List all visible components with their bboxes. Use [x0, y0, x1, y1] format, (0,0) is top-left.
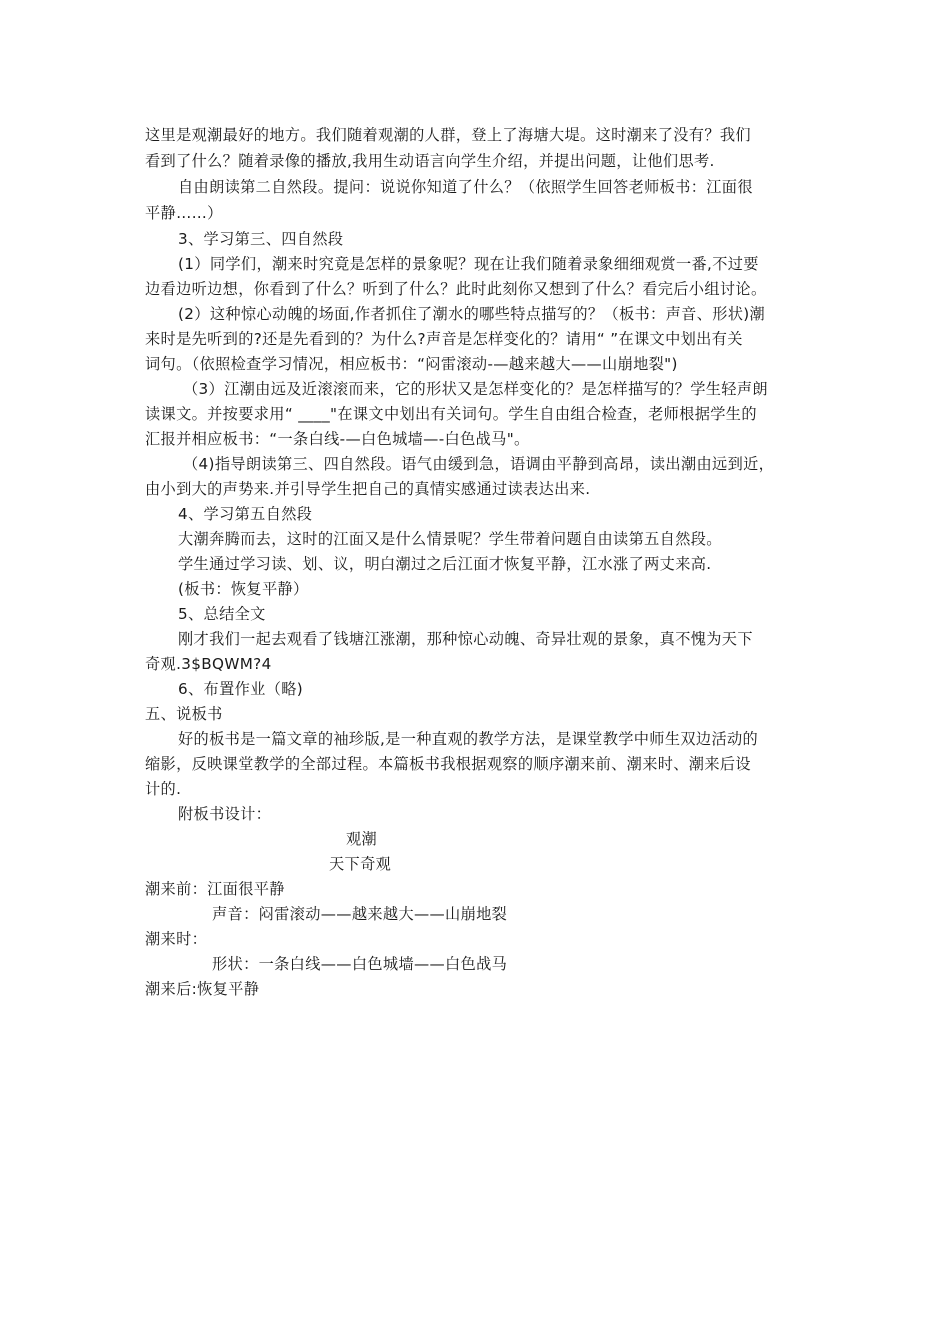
paragraph-line: 缩影，反映课堂教学的全部过程。本篇板书我根据观察的顺序潮来前、潮来时、潮来后设: [145, 755, 751, 773]
board-line: 形状：一条白线——白色城墙——白色战马: [212, 955, 508, 973]
board-title: 观潮: [346, 830, 378, 848]
paragraph-line: 来时是先听到的?还是先看到的？为什么?声音是怎样变化的？请用“ ”在课文中划出有关: [145, 330, 743, 348]
board-line: 潮来前：江面很平静: [145, 880, 285, 898]
board-line: 声音：闷雷滚动——越来越大——山崩地裂: [212, 905, 508, 923]
paragraph-line: 自由朗读第二自然段。提问：说说你知道了什么？（依照学生回答老师板书：江面很: [178, 178, 753, 196]
section-heading: 5、总结全文: [178, 605, 266, 623]
paragraph-line: (2）这种惊心动魄的场面,作者抓住了潮水的哪些特点描写的？（板书：声音、形状)潮: [178, 305, 766, 323]
board-line: 潮来后:恢复平静: [145, 980, 260, 998]
paragraph-line: 读课文。并按要求用“ ____"在课文中划出有关词句。学生自由组合检查，老师根据学生的: [145, 405, 757, 423]
paragraph-line: 平静……）: [145, 204, 223, 222]
paragraph-line: （4)指导朗读第三、四自然段。语气由缓到急，语调由平静到高昂，读出潮由远到近，: [183, 455, 775, 473]
section-heading: 6、布置作业（略): [178, 680, 304, 698]
paragraph-line: 学生通过学习读、划、议，明白潮过之后江面才恢复平静，江水涨了两丈来高.: [178, 555, 712, 573]
paragraph-line: (板书：恢复平静）: [178, 580, 309, 598]
paragraph-line: （3）江潮由远及近滚滚而来，它的形状又是怎样变化的？是怎样描写的？学生轻声朗: [183, 380, 768, 398]
paragraph-line: 大潮奔腾而去，这时的江面又是什么情景呢？学生带着问题自由读第五自然段。: [178, 530, 722, 548]
paragraph-line: 由小到大的声势来.并引导学生把自己的真情实感通过读表达出来.: [145, 480, 591, 498]
paragraph-line: (1）同学们，潮来时究竟是怎样的景象呢？现在让我们随着录象细细观赏一番,不过要: [178, 255, 759, 273]
paragraph-line: 这里是观潮最好的地方。我们随着观潮的人群，登上了海塘大堤。这时潮来了没有？我们: [145, 126, 751, 144]
paragraph-line: 刚才我们一起去观看了钱塘江涨潮，那种惊心动魄、奇异壮观的景象，真不愧为天下: [178, 630, 753, 648]
board-line: 潮来时：: [145, 930, 208, 948]
paragraph-line: 附板书设计：: [178, 805, 272, 823]
paragraph-line: 计的.: [145, 780, 182, 798]
paragraph-line: 汇报并相应板书：“一条白线-—白色城墙—-白色战马"。: [145, 430, 530, 448]
paragraph-line: 好的板书是一篇文章的袖珍版,是一种直观的教学方法，是课堂教学中师生双边活动的: [178, 730, 759, 748]
section-heading: 3、学习第三、四自然段: [178, 230, 344, 248]
paragraph-line: 奇观.3$BQWM?4: [145, 655, 272, 673]
paragraph-line: 词句。（依照检查学习情况，相应板书：“闷雷滚动-—越来越大——山崩地裂"): [145, 355, 678, 373]
paragraph-line: 边看边听边想，你看到了什么？听到了什么？此时此刻你又想到了什么？看完后小组讨论。: [145, 280, 767, 298]
section-heading: 五、说板书: [145, 705, 223, 723]
section-heading: 4、学习第五自然段: [178, 505, 313, 523]
paragraph-line: 看到了什么？随着录像的播放,我用生动语言向学生介绍，并提出问题，让他们思考.: [145, 152, 715, 170]
board-subtitle: 天下奇观: [329, 855, 392, 873]
